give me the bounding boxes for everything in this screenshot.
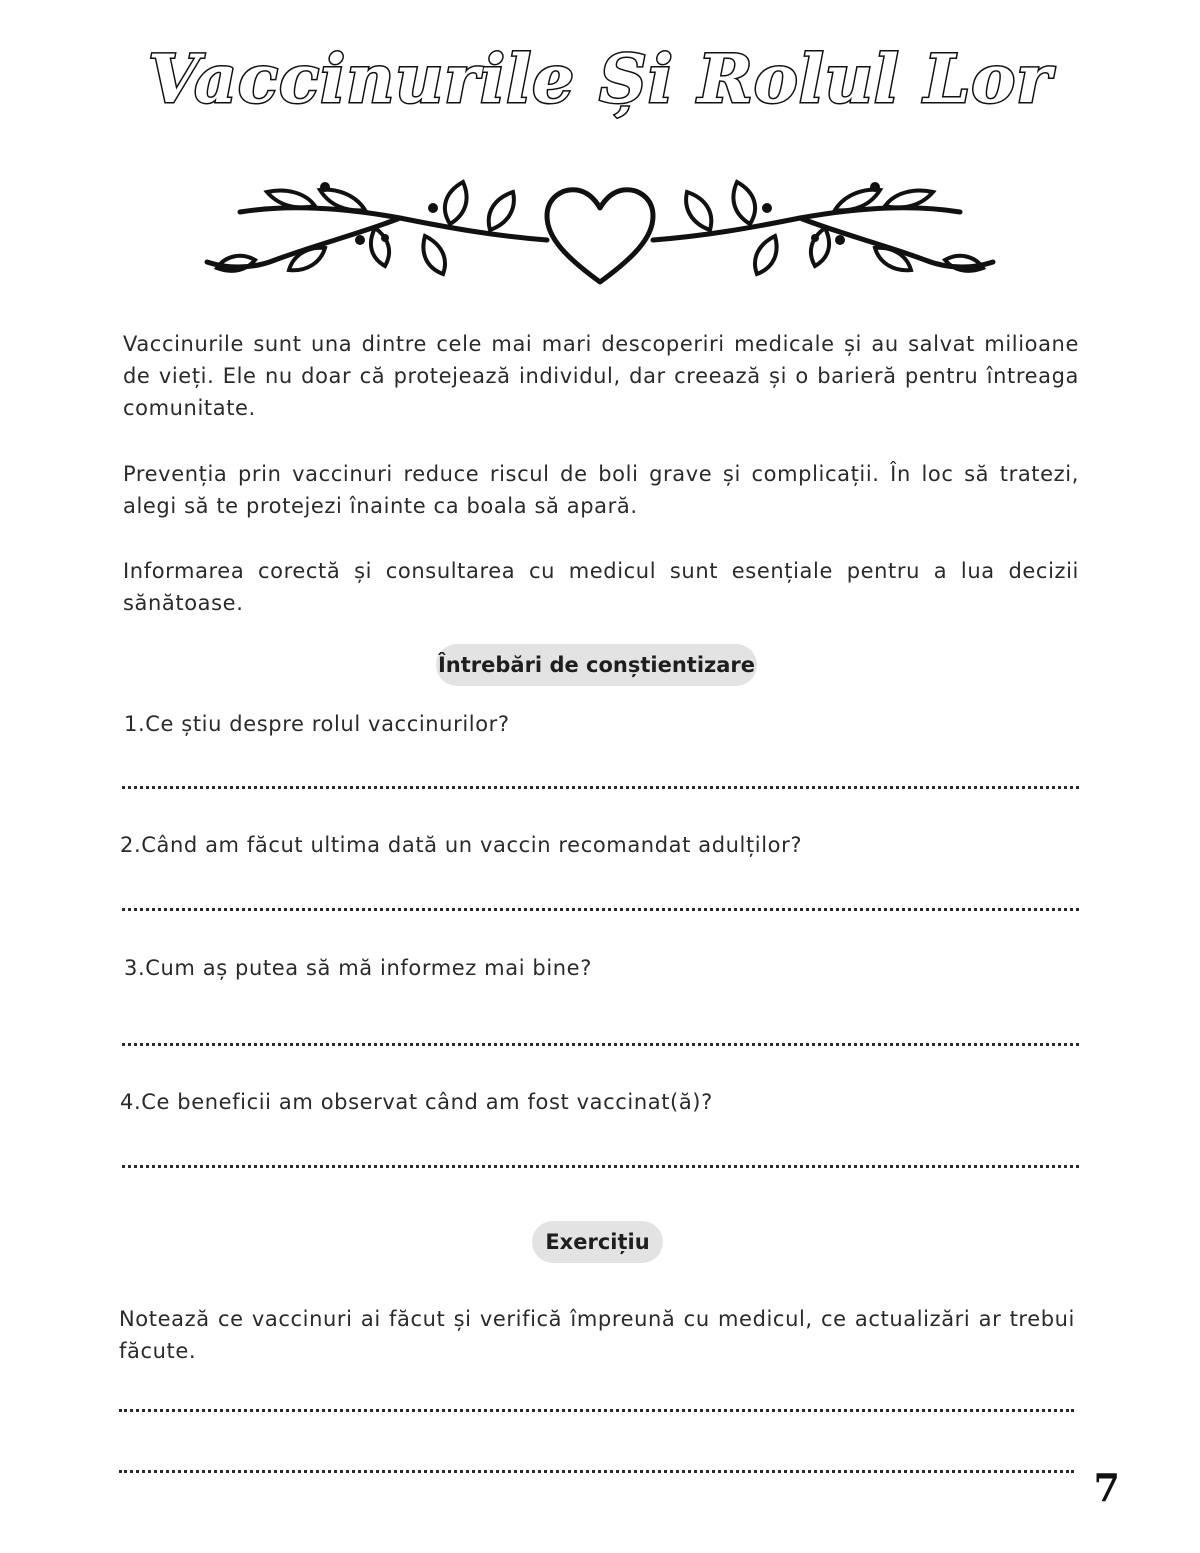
question-item: 4.Ce beneficii am observat când am fost vaccinat(ă)? <box>120 1090 713 1114</box>
page-number: 7 <box>1093 1465 1120 1510</box>
answer-line[interactable] <box>122 786 1079 789</box>
exercise-answer-line[interactable] <box>119 1470 1074 1473</box>
answer-line[interactable] <box>122 1043 1079 1046</box>
page-title: Vaccinurile Și Rolul Lor <box>147 40 1053 118</box>
heart-laurel-divider-icon <box>195 160 1005 295</box>
question-item: 3.Cum aș putea să mă informez mai bine? <box>124 956 592 980</box>
exercise-answer-line[interactable] <box>119 1409 1074 1412</box>
question-item: 1.Ce știu despre rolul vaccinurilor? <box>124 712 510 736</box>
intro-paragraph: Vaccinurile sunt una dintre cele mai mari descoperiri medicale și au salvat milioane de vieți. Ele nu doar că protejează individul, dar creează și o barieră pentru întreaga comunitate. <box>123 332 1079 420</box>
prevention-paragraph: Prevenția prin vaccinuri reduce riscul de boli grave și complicații. În loc să tratezi, alegi să te protejezi înainte ca boala să apară. <box>123 462 1079 518</box>
exercise-heading: Exercițiu <box>532 1221 663 1263</box>
answer-line[interactable] <box>122 908 1079 911</box>
questions-heading: Întrebări de conștientizare <box>436 644 757 686</box>
information-paragraph: Informarea corectă și consultarea cu medicul sunt esențiale pentru a lua decizii sănătoase. <box>123 559 1079 615</box>
exercise-text: Notează ce vaccinuri ai făcut și verifică împreună cu medicul, ce actualizări ar trebui făcute. <box>119 1307 1075 1363</box>
answer-line[interactable] <box>122 1165 1079 1168</box>
question-item: 2.Când am făcut ultima dată un vaccin recomandat adulților? <box>120 833 803 857</box>
